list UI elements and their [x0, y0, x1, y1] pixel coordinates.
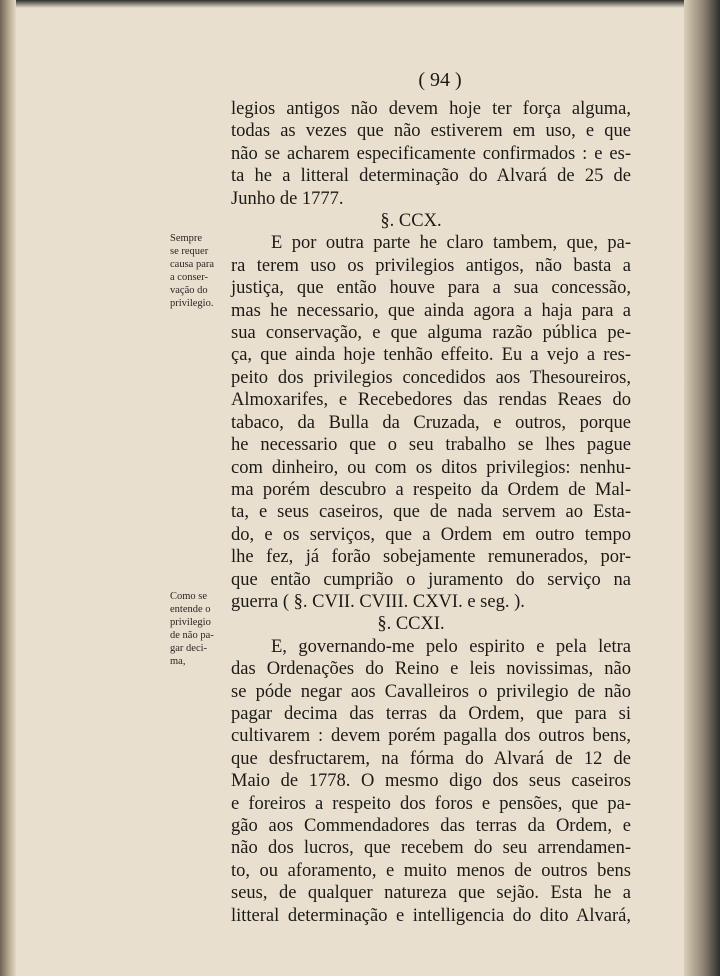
- margin-note-line: vação do: [170, 285, 208, 296]
- section-heading: §. CCXI.: [377, 614, 445, 635]
- text-line: Almoxarifes, e Recebedores das rendas Reaes do: [231, 390, 631, 411]
- text-line: todas as vezes que não estiverem em uso, e que: [231, 121, 631, 142]
- text-line: que então cumprião o juramento do serviço na: [231, 569, 631, 590]
- text-line: peito dos privilegios concedidos aos Thesoureiros,: [231, 367, 631, 388]
- margin-note-line: entende o: [170, 604, 211, 615]
- text-line: justiça, que então houve para a sua concessão,: [231, 278, 631, 299]
- text-line: que desfructarem, na fórma do Alvará de 12 de: [231, 748, 631, 769]
- margin-note-line: ma,: [170, 656, 186, 667]
- text-line: do, e os serviços, que a Ordem em outro tempo: [231, 524, 631, 545]
- margin-note-2: [170, 590, 234, 668]
- text-line: tabaco, da Bulla da Cruzada, e outros, porque: [231, 412, 631, 433]
- margin-note-line: a conser-: [170, 272, 208, 283]
- text-line: E, governando-me pelo espirito e pela letra: [271, 636, 631, 657]
- text-line: to, ou aforamento, e muito menos de outros bens: [231, 860, 631, 881]
- margin-note-1: [170, 232, 234, 310]
- text-line: cultivarem : devem porém pagalla dos outros bens,: [231, 726, 631, 747]
- text-line: E por outra parte he claro tambem, que, pa-: [271, 233, 631, 254]
- main-text: [231, 98, 631, 927]
- page-edge-shadow: [684, 0, 720, 976]
- binding-gutter: [0, 0, 16, 976]
- margin-note-line: privilegio: [170, 617, 211, 628]
- text-line: seus, de qualquer natureza que sejão. Esta he a: [231, 883, 631, 904]
- text-line: sua conservação, e que alguma razão pública pe-: [231, 323, 631, 344]
- margin-note-line: de não pa-: [170, 630, 214, 641]
- margin-note-line: causa para: [170, 259, 215, 270]
- text-line: ma porém descubro a respeito da Ordem de Mal-: [231, 479, 631, 500]
- text-line: das Ordenações do Reino e leis novissimas, não: [231, 659, 631, 680]
- text-line: ra terem uso os privilegios antigos, não basta a: [231, 255, 631, 276]
- margin-note-line: gar deci-: [170, 643, 208, 654]
- margin-note-line: se requer: [170, 246, 209, 257]
- margin-note-line: Sempre: [170, 233, 203, 244]
- text-line: ta he a litteral determinação do Alvará de 25 de: [231, 166, 631, 187]
- text-line: mas he necessario, que ainda agora a haja para a: [231, 300, 631, 321]
- text-line: gão aos Commendadores das terras da Ordem, e: [231, 816, 631, 836]
- margin-note-line: privilegio.: [170, 298, 214, 309]
- text-line: e foreiros a respeito dos foros e pensões, que pa-: [231, 793, 631, 814]
- section-heading: §. CCX.: [380, 211, 442, 232]
- text-line: não se acharem especificamente confirmados : e es-: [231, 143, 631, 164]
- text-line: ça, que ainda hoje tenhão effeito. Eu a vejo a res-: [231, 345, 631, 366]
- text-line: se póde negar aos Cavalleiros o privilegio de não: [231, 681, 631, 702]
- text-line: com dinheiro, ou com os ditos privilegios: nenhu-: [231, 457, 631, 478]
- text-line: he necessario que o seu trabalho se lhes pague: [231, 435, 631, 456]
- page-number: ( 94 ): [418, 69, 462, 91]
- text-line: Junho de 1777.: [231, 188, 344, 209]
- text-line: lhe fez, já forão sobejamente remunerados, por-: [231, 547, 631, 568]
- text-line: guerra ( §. CVII. CVIII. CXVI. e seg. ).: [231, 591, 525, 612]
- margin-note-line: Como se: [170, 591, 208, 602]
- page-top-shadow: [0, 0, 720, 8]
- text-line: não dos lucros, que recebem do seu arrendamen-: [231, 838, 631, 859]
- text-line: litteral determinação e intelligencia do dito Alvará,: [231, 905, 631, 926]
- text-line: Maio de 1778. O mesmo digo dos seus caseiros: [231, 771, 631, 792]
- text-line: legios antigos não devem hoje ter força alguma,: [231, 99, 631, 119]
- text-line: ta, e seus caseiros, que de nada servem ao Esta-: [231, 502, 631, 523]
- text-line: pagar decima das terras da Ordem, que para si: [231, 703, 631, 724]
